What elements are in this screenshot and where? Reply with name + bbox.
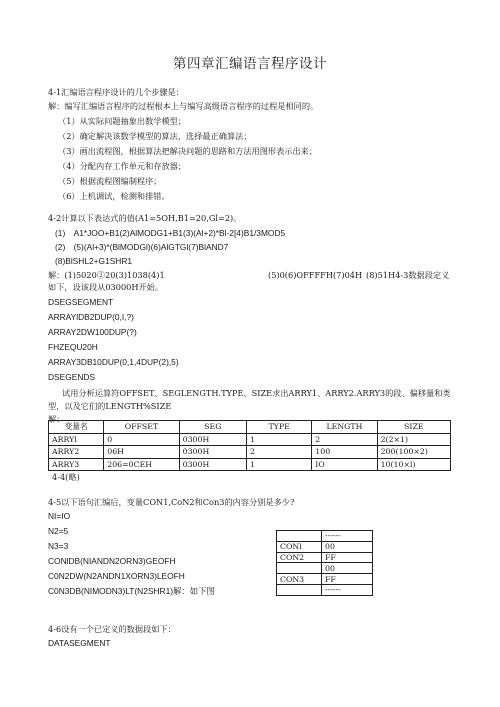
- column-header: 变量名: [49, 421, 104, 434]
- table-cell: [277, 531, 322, 542]
- code-line: C0N2DW(N2ANDN1XORN3)LEOFH: [48, 571, 185, 581]
- table-row: [277, 541, 373, 552]
- answer-part-a: 解：(1)5020②20(3)1038(4)1: [48, 270, 165, 280]
- step-item: （4）分配内存工作单元和存放器；: [58, 161, 187, 171]
- table-cell: 0300H: [179, 446, 246, 459]
- code-line: DSEGENDS: [48, 372, 96, 382]
- table-cell: ------: [322, 584, 373, 595]
- section-4-1-heading: 4-1汇编语言程序设计的几个步骤是：: [48, 87, 184, 97]
- page-title: 第四章汇编语言程序设计: [173, 56, 327, 72]
- column-header: TYPE: [246, 421, 311, 434]
- step-item: （5）根据流程图编制程序；: [58, 176, 162, 186]
- column-header: SIZE: [377, 421, 450, 434]
- table-cell: CONl: [277, 541, 322, 552]
- table-cell: FF: [322, 552, 373, 563]
- table-cell: 2: [246, 446, 311, 459]
- table-cell: CON2: [277, 552, 322, 563]
- table-cell: 00: [322, 541, 373, 552]
- expression-line: (1) A1*JOO+B1(2)AlMODG1+B1(3)(Al+2)*Bl-2[4)B1/3MOD5: [55, 228, 286, 238]
- table-cell: 1: [246, 458, 311, 471]
- expression-line: (8)BlSHL2+G1SHR1: [55, 256, 133, 266]
- code-line: ARRAY2DW100DUP(?): [48, 327, 137, 337]
- table-row: [49, 433, 451, 446]
- column-header: SEG: [179, 421, 246, 434]
- question-text: 型，以及它们的LENGTH%SIZE: [48, 401, 172, 411]
- table-cell: 06H: [104, 446, 179, 459]
- code-line: CONlDB(NIANDN2ORN3)GEOFH: [48, 556, 176, 566]
- code-line: ARRAY3DB10DUP(0,1,4DUP(2),5): [48, 357, 179, 367]
- code-line: N2=5: [48, 526, 69, 536]
- expression-line: (2) (5)(Al+3)*(BlMODGl)(6)AlGTGl(7)BlAND7: [55, 242, 229, 252]
- answer-part-d: 如下，设该段从03000H开始。: [48, 282, 164, 292]
- table-cell: [277, 584, 322, 595]
- table-row: [49, 446, 451, 459]
- table-row: [277, 531, 373, 542]
- section-4-2-heading: 4-2计算以下表达式的值(A1=5OH,B1=20,Gl=2)。: [48, 213, 242, 223]
- table-row: [277, 552, 373, 563]
- section-4-1-answer: 解：编写汇编语言程序的过程根本上与编写高级语言程序的过程是相同的。: [48, 101, 319, 111]
- table-cell: 206=0CEH: [104, 458, 179, 471]
- code-line: DATASEGMENT: [48, 638, 111, 648]
- table-cell: 0300H: [179, 433, 246, 446]
- table-row: [277, 584, 373, 595]
- memory-table: [276, 530, 373, 596]
- note-text: 4-4(略): [52, 472, 80, 482]
- section-4-6-heading: 4-6设有一个已定义的数据段如下：: [48, 624, 176, 634]
- step-item: （6）上机调试，检测和排错。: [58, 191, 170, 201]
- column-header: LENGTH: [312, 421, 377, 434]
- table-cell: 00: [322, 563, 373, 574]
- code-line: FHZEQU20H: [48, 342, 98, 352]
- table-row: [277, 563, 373, 574]
- table-cell: 100: [312, 446, 377, 459]
- variable-table: [48, 420, 451, 471]
- table-cell: CON3: [277, 574, 322, 585]
- answer-part-b: (5)0(6)OFFFFH(7)04H: [268, 270, 363, 280]
- column-header: OFFSET: [104, 421, 179, 434]
- table-row: [49, 458, 451, 471]
- table-cell: 0: [104, 433, 179, 446]
- table-header-row: [49, 421, 451, 434]
- code-line: N3=3: [48, 541, 69, 551]
- code-line: ARRAYlDB2DUP(0,I,?): [48, 312, 134, 322]
- step-item: （3）画出流程图，根据算法把解决问题的思路和方法用图形表示出来；: [58, 146, 318, 156]
- table-cell: ARRY3: [49, 458, 104, 471]
- table-cell: ------: [322, 531, 373, 542]
- table-cell: 200(100×2): [377, 446, 450, 459]
- code-line: DSEGSEGMENT: [48, 297, 114, 307]
- table-cell: FF: [322, 574, 373, 585]
- code-line: NI=IO: [48, 511, 71, 521]
- answer-part-c: (8)51H4-3数据段定义: [366, 270, 450, 280]
- table-cell: 10(10×l): [377, 458, 450, 471]
- section-4-5-heading: 4-5以下语句汇编后，变量CON1,CoN2和Con3的内容分别是多少?: [48, 497, 295, 507]
- table-cell: 2(2×1): [377, 433, 450, 446]
- table-cell: ARRYl: [49, 433, 104, 446]
- table-cell: IO: [312, 458, 377, 471]
- table-cell: 1: [246, 433, 311, 446]
- step-item: （2）确定解决该数学模型的算法，选择最正确算法；: [58, 131, 252, 141]
- step-item: （1）从实际问题抽象出数学模型；: [58, 116, 187, 126]
- table-row: [277, 574, 373, 585]
- code-line: C0N3DB(NIMODN3)LT(N2SHR1)解：如下图: [48, 586, 215, 596]
- table-cell: [277, 563, 322, 574]
- question-text: 试用分析运算符OFFSET、SEGLENGTH.TYPE、SIZE求出ARRY1、ARRY2.ARRY3的段、偏移量和类: [62, 388, 451, 398]
- table-cell: 2: [312, 433, 377, 446]
- table-cell: 0300H: [179, 458, 246, 471]
- table-cell: ARRY2: [49, 446, 104, 459]
- answer-label: 解：: [48, 414, 65, 424]
